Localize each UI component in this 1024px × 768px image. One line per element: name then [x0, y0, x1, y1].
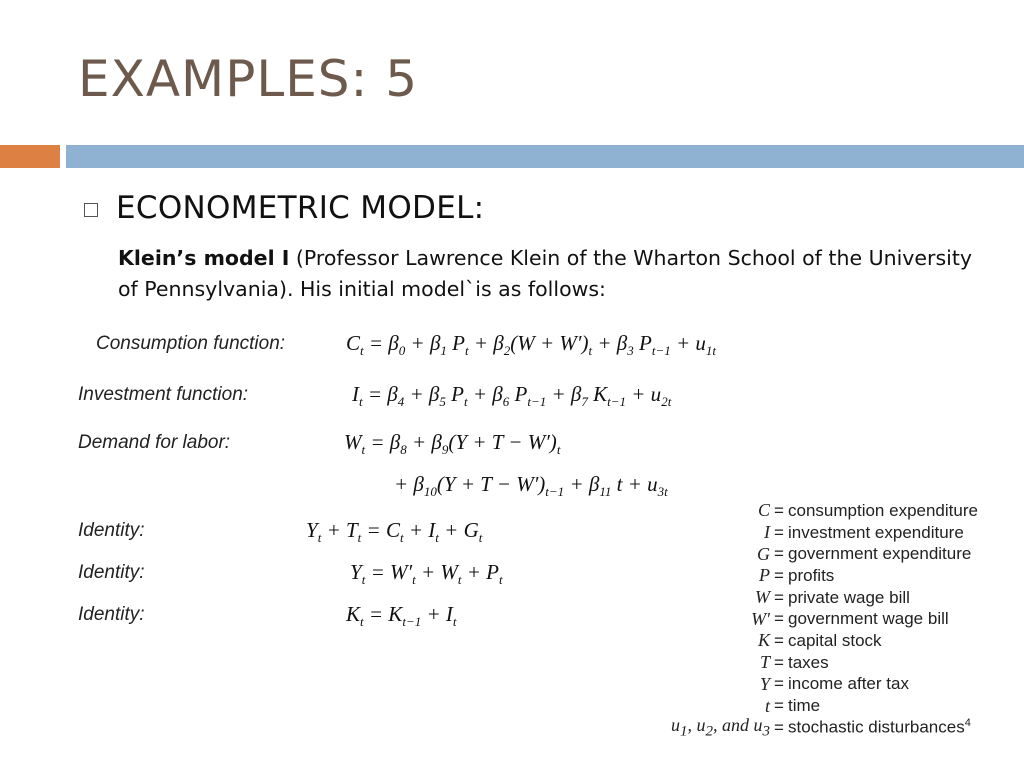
- legend-row: [620, 608, 995, 630]
- legend-equals: =: [774, 522, 784, 542]
- equation-label-investment: Investment function:: [78, 384, 249, 405]
- legend-row: [620, 500, 995, 522]
- legend-description: private wage bill: [788, 587, 910, 607]
- bullet-item: [84, 190, 484, 226]
- legend-equals: =: [774, 565, 784, 585]
- legend-equals: =: [774, 500, 784, 520]
- equation-identity-income: $Y_t + T_t = C_t + I_t + G_t$: [306, 518, 483, 546]
- legend-equals: =: [774, 587, 784, 607]
- bullet-heading: ECONOMETRIC MODEL:: [116, 190, 485, 226]
- legend-description: taxes: [788, 652, 829, 672]
- legend-description: consumption expenditure: [788, 500, 978, 520]
- legend-description: profits: [788, 565, 835, 585]
- accent-bar-blue: [66, 145, 1024, 168]
- legend-equals: =: [774, 652, 784, 672]
- legend-symbol: G: [757, 543, 770, 564]
- equation-label-consumption: Consumption function:: [96, 333, 286, 354]
- legend-row: [620, 714, 995, 740]
- legend-description: government expenditure: [788, 544, 972, 564]
- legend-equals: =: [774, 609, 784, 629]
- model-name: Klein’s model I: [118, 246, 290, 270]
- variable-legend: [620, 500, 995, 739]
- equation-labor: $W_t = \beta_8 + \beta_9(Y + T - W')_t$: [344, 430, 561, 458]
- legend-equals: =: [774, 717, 784, 737]
- legend-row: [620, 522, 995, 544]
- legend-symbol: C: [757, 500, 770, 521]
- legend-symbol: W′: [751, 608, 770, 629]
- legend-symbol: K: [757, 630, 770, 651]
- legend-row: [620, 695, 995, 717]
- legend-symbol: Y: [759, 673, 770, 694]
- legend-description: investment expenditure: [788, 522, 964, 542]
- equation-label-identity-2: Identity:: [78, 562, 145, 583]
- legend-equals: =: [774, 630, 784, 650]
- legend-symbol: P: [759, 565, 770, 586]
- legend-row: [620, 543, 995, 565]
- equation-identity-capital: $K_t = K_{t-1} + I_t$: [346, 602, 457, 630]
- intro-text: (Professor Lawrence Klein of the Wharton School of the University of Pennsylvania). His initial model`is as follows:: [118, 246, 972, 301]
- legend-row: [620, 587, 995, 609]
- accent-bar-orange: [0, 145, 60, 168]
- legend-row: [620, 630, 995, 652]
- legend-symbol: t: [764, 695, 770, 716]
- legend-symbol: $u_1$, $u_2$, and $u_3$: [671, 714, 770, 740]
- legend-row: [620, 565, 995, 587]
- legend-equals: =: [774, 544, 784, 564]
- equation-investment: $I_t = \beta_4 + \beta_5$ $P_t + \beta_6$ $P_{t-1} + \beta_7$ $K_{t-1} + u_{2t}$: [352, 382, 672, 410]
- legend-description: stochastic disturbances$^4$: [788, 717, 971, 738]
- equation-label-identity-1: Identity:: [78, 520, 145, 541]
- equation-consumption: $C_t = \beta_0 + \beta_1$ $P_t + \beta_2(W + W')_t + \beta_3$ $P_{t-1} + u_{1t}$: [346, 331, 717, 359]
- legend-description: government wage bill: [788, 609, 949, 629]
- legend-row: [620, 652, 995, 674]
- slide-title: EXAMPLES: 5: [78, 50, 419, 108]
- legend-description: capital stock: [788, 630, 882, 650]
- legend-symbol: W: [755, 587, 770, 608]
- equation-labor-continued: + $\beta_{10}(Y + T - W')_{t-1} + \beta_{11}$ $t + u_{3t}$: [394, 472, 668, 500]
- legend-symbol: I: [764, 522, 770, 543]
- equation-identity-wages: $Y_t = W'_t + W_t + P_t$: [350, 560, 503, 588]
- equation-label-labor: Demand for labor:: [78, 432, 231, 453]
- equation-label-identity-3: Identity:: [78, 604, 145, 625]
- legend-description: income after tax: [788, 674, 909, 694]
- legend-description: time: [788, 696, 821, 716]
- legend-row: [620, 674, 995, 696]
- legend-equals: =: [774, 696, 784, 716]
- intro-paragraph: [118, 243, 978, 305]
- legend-equals: =: [774, 674, 784, 694]
- legend-symbol: T: [759, 652, 770, 673]
- square-bullet-icon: [84, 203, 98, 217]
